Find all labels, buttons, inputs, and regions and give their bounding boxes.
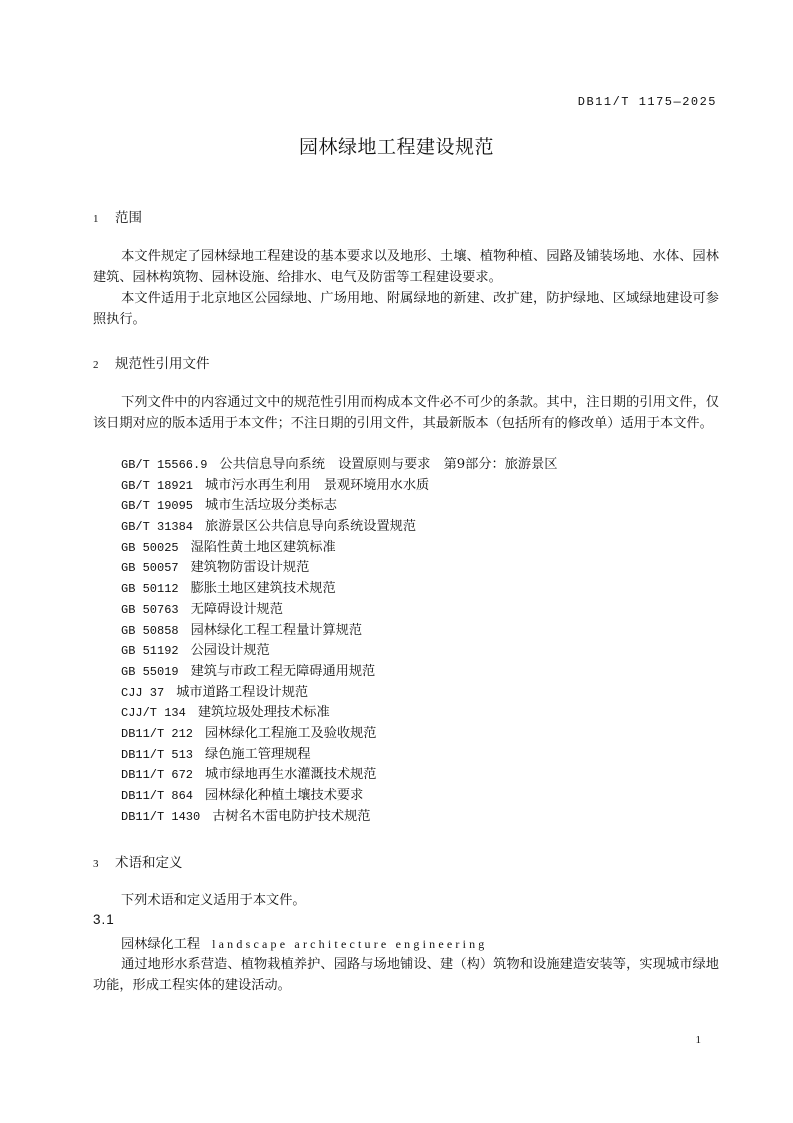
reference-item	[121, 724, 558, 745]
term-heading	[121, 933, 488, 952]
reference-code: CJJ/T 134	[121, 706, 186, 721]
reference-code: GB 55019	[121, 664, 179, 679]
section-2-heading	[93, 352, 210, 372]
reference-item	[121, 621, 558, 642]
reference-name: 园林绿化种植土壤技术要求	[205, 788, 364, 803]
section-title: 术语和定义	[115, 855, 183, 871]
reference-item	[121, 786, 558, 807]
section-title: 范围	[115, 210, 142, 226]
reference-item	[121, 558, 558, 579]
term-name-en: landscape architecture engineering	[212, 937, 488, 951]
reference-code: DB11/T 513	[121, 747, 194, 762]
document-title: 园林绿地工程建设规范	[298, 136, 494, 158]
reference-code: DB11/T 672	[121, 768, 194, 783]
reference-code: DB11/T 212	[121, 726, 194, 741]
reference-code: CJJ 37	[121, 685, 165, 700]
reference-item	[121, 641, 558, 662]
reference-code: GB/T 15566.9	[121, 458, 208, 472]
reference-code: GB 50025	[121, 540, 179, 555]
reference-item	[121, 600, 558, 621]
reference-list	[121, 455, 558, 827]
reference-name: 无障碍设计规范	[190, 601, 283, 617]
reference-name: 旅游景区公共信息导向系统设置规范	[205, 519, 417, 535]
reference-name: 膨胀土地区建筑技术规范	[190, 581, 336, 597]
reference-name: 建筑垃圾处理技术标准	[197, 705, 330, 721]
reference-item	[121, 538, 558, 559]
reference-code: GB 51192	[121, 644, 179, 659]
reference-name: 古树名木雷电防护技术规范	[212, 808, 371, 824]
reference-item	[121, 807, 558, 828]
reference-item	[121, 703, 558, 724]
reference-name: 城市道路工程设计规范	[176, 684, 309, 700]
reference-code: GB/T 19095	[121, 499, 194, 514]
reference-item	[121, 765, 558, 786]
reference-name: 湿陷性黄土地区建筑标准	[190, 539, 336, 555]
reference-item	[121, 455, 558, 476]
reference-code: GB 50858	[121, 623, 179, 638]
reference-item	[121, 476, 558, 497]
terms-intro-paragraph: 下列术语和定义适用于本文件。	[121, 893, 306, 908]
section-title: 规范性引用文件	[115, 356, 210, 372]
reference-item	[121, 579, 558, 600]
reference-code: GB 50057	[121, 561, 179, 576]
term-definition: 通过地形水系营造、植物栽植养护、园路与场地铺设、建（构）筑物和设施建造安装等，实现城市绿地功能，形成工程实体的建设活动。	[93, 957, 719, 993]
standard-code: DB11/T 1175—2025	[577, 95, 717, 109]
reference-code: GB/T 18921	[121, 478, 194, 493]
term-number: 3.1	[93, 912, 115, 927]
reference-name: 公园设计规范	[190, 643, 270, 659]
references-intro-paragraph: 下列文件中的内容通过文中的规范性引用而构成本文件必不可少的条款。其中，注日期的引用文件，仅该日期对应的版本适用于本文件；不注日期的引用文件，其最新版本（包括所有的修改单）适用于本文件。	[93, 395, 719, 431]
scope-paragraph-1: 本文件规定了园林绿地工程建设的基本要求以及地形、土壤、植物种植、园路及铺装场地、水体、园林建筑、园林构筑物、园林设施、给排水、电气及防雷等工程建设要求。	[93, 249, 719, 285]
section-number: 3	[93, 858, 99, 870]
reference-name: 建筑物防雷设计规范	[190, 560, 310, 576]
reference-item	[121, 517, 558, 538]
section-number: 1	[93, 213, 99, 225]
reference-item	[121, 496, 558, 517]
reference-item	[121, 683, 558, 704]
reference-name: 城市绿地再生水灌溉技术规范	[205, 767, 377, 783]
reference-name: 建筑与市政工程无障碍通用规范	[190, 663, 376, 679]
reference-code: DB11/T 864	[121, 789, 194, 803]
reference-name: 绿色施工管理规程	[205, 746, 311, 762]
reference-name: 园林绿化工程施工及验收规范	[205, 725, 377, 741]
reference-code: GB/T 31384	[121, 520, 194, 535]
reference-code: GB 50763	[121, 602, 179, 617]
reference-item	[121, 745, 558, 766]
reference-item	[121, 662, 558, 683]
reference-code: DB11/T 1430	[121, 809, 201, 824]
reference-name: 园林绿化工程工程量计算规范	[190, 622, 363, 638]
section-1-heading	[93, 206, 142, 226]
section-number: 2	[93, 359, 99, 371]
page-number: 1	[695, 1034, 701, 1046]
reference-name: 城市生活垃圾分类标志	[205, 498, 337, 514]
term-name-zh: 园林绿化工程	[121, 937, 201, 952]
scope-paragraph-2: 本文件适用于北京地区公园绿地、广场用地、附属绿地的新建、改扩建，防护绿地、区域绿地建设可参照执行。	[93, 291, 719, 327]
reference-code: GB 50112	[121, 582, 179, 597]
reference-name: 公共信息导向系统 设置原则与要求 第9部分：旅游景区	[219, 457, 558, 472]
section-3-heading	[93, 851, 183, 871]
reference-name: 城市污水再生利用 景观环境用水水质	[205, 477, 430, 493]
